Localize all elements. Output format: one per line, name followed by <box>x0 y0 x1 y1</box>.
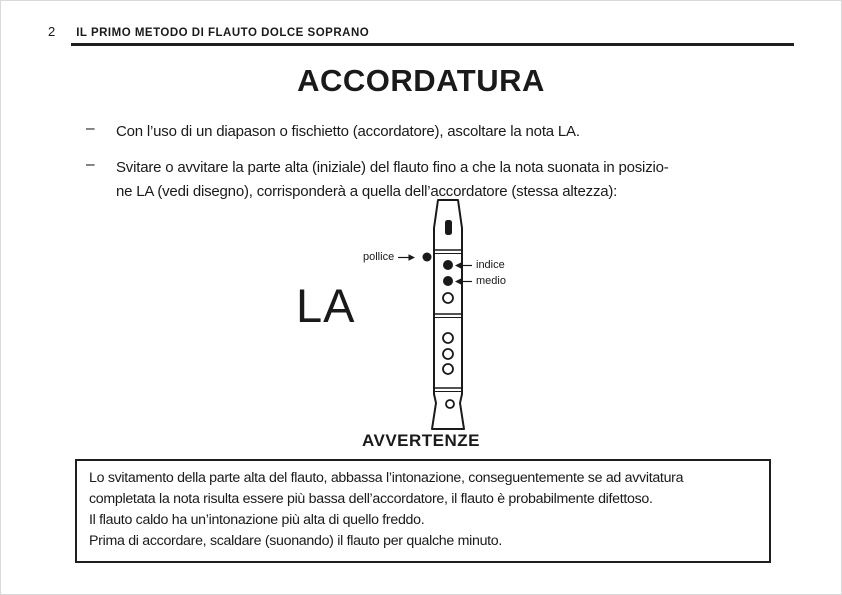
header-rule <box>71 43 794 46</box>
arrow-right-icon <box>398 253 415 262</box>
warning-line: Lo svitamento della parte alta del flauto, abbassa l’intonazione, conseguentemente se ad avvitatura <box>89 470 684 486</box>
warning-line: completata la nota risulta essere più bassa dell’accordatore, il flauto è probabilmente difettoso. <box>89 490 653 507</box>
hole-2-closed <box>443 276 453 286</box>
bullet-text <box>116 120 580 144</box>
warnings-heading: AVVERTENZE <box>361 431 481 450</box>
hole-6-open <box>443 364 453 374</box>
pollice-label: pollice <box>363 251 395 263</box>
page-header <box>1 1 841 39</box>
hole-7-open <box>446 400 454 408</box>
hole-5-open <box>443 349 453 359</box>
warning-line: Prima di accordare, scaldare (suonando) il flauto per qualche minuto. <box>89 532 503 549</box>
bullet-item <box>86 120 774 144</box>
bullet-text <box>116 156 669 203</box>
indice-label: indice <box>476 259 505 271</box>
thumb-hole-closed <box>423 253 432 262</box>
medio-label: medio <box>476 275 506 287</box>
hole-4-open <box>443 333 453 343</box>
warning-line: Il flauto caldo ha un’intonazione più alta di quello freddo. <box>89 511 425 528</box>
bullet-dash: – <box>86 119 95 137</box>
bullet-line: ne LA (vedi disegno), corrisponderà a quella dell’accordatore (stessa altezza): <box>116 182 618 200</box>
recorder-window <box>445 220 452 235</box>
bullet-item <box>86 156 774 203</box>
bullet-dash: – <box>86 156 95 174</box>
bullet-line: Con l’uso di un diapason o fischietto (accordatore), ascoltare la nota LA. <box>116 122 580 140</box>
note-label: LA <box>296 279 356 332</box>
page-number: 2 <box>48 24 56 39</box>
recorder-diagram <box>417 198 469 434</box>
page-title: ACCORDATURA <box>297 62 545 98</box>
arrow-left-icon <box>455 277 472 286</box>
pollice-label-group <box>363 251 415 263</box>
bullet-line: Svitare o avvitare la parte alta (iniziale) del flauto fino a che la nota suonata in posizio- <box>116 159 669 177</box>
hole-1-closed <box>443 260 453 270</box>
bullet-list <box>86 120 774 204</box>
running-title: IL PRIMO METODO DI FLAUTO DOLCE SOPRANO <box>76 27 370 39</box>
medio-label-group <box>455 275 506 287</box>
warning-box <box>75 459 771 563</box>
hole-3-open <box>443 293 453 303</box>
indice-label-group <box>455 259 505 271</box>
arrow-left-icon <box>455 261 472 270</box>
